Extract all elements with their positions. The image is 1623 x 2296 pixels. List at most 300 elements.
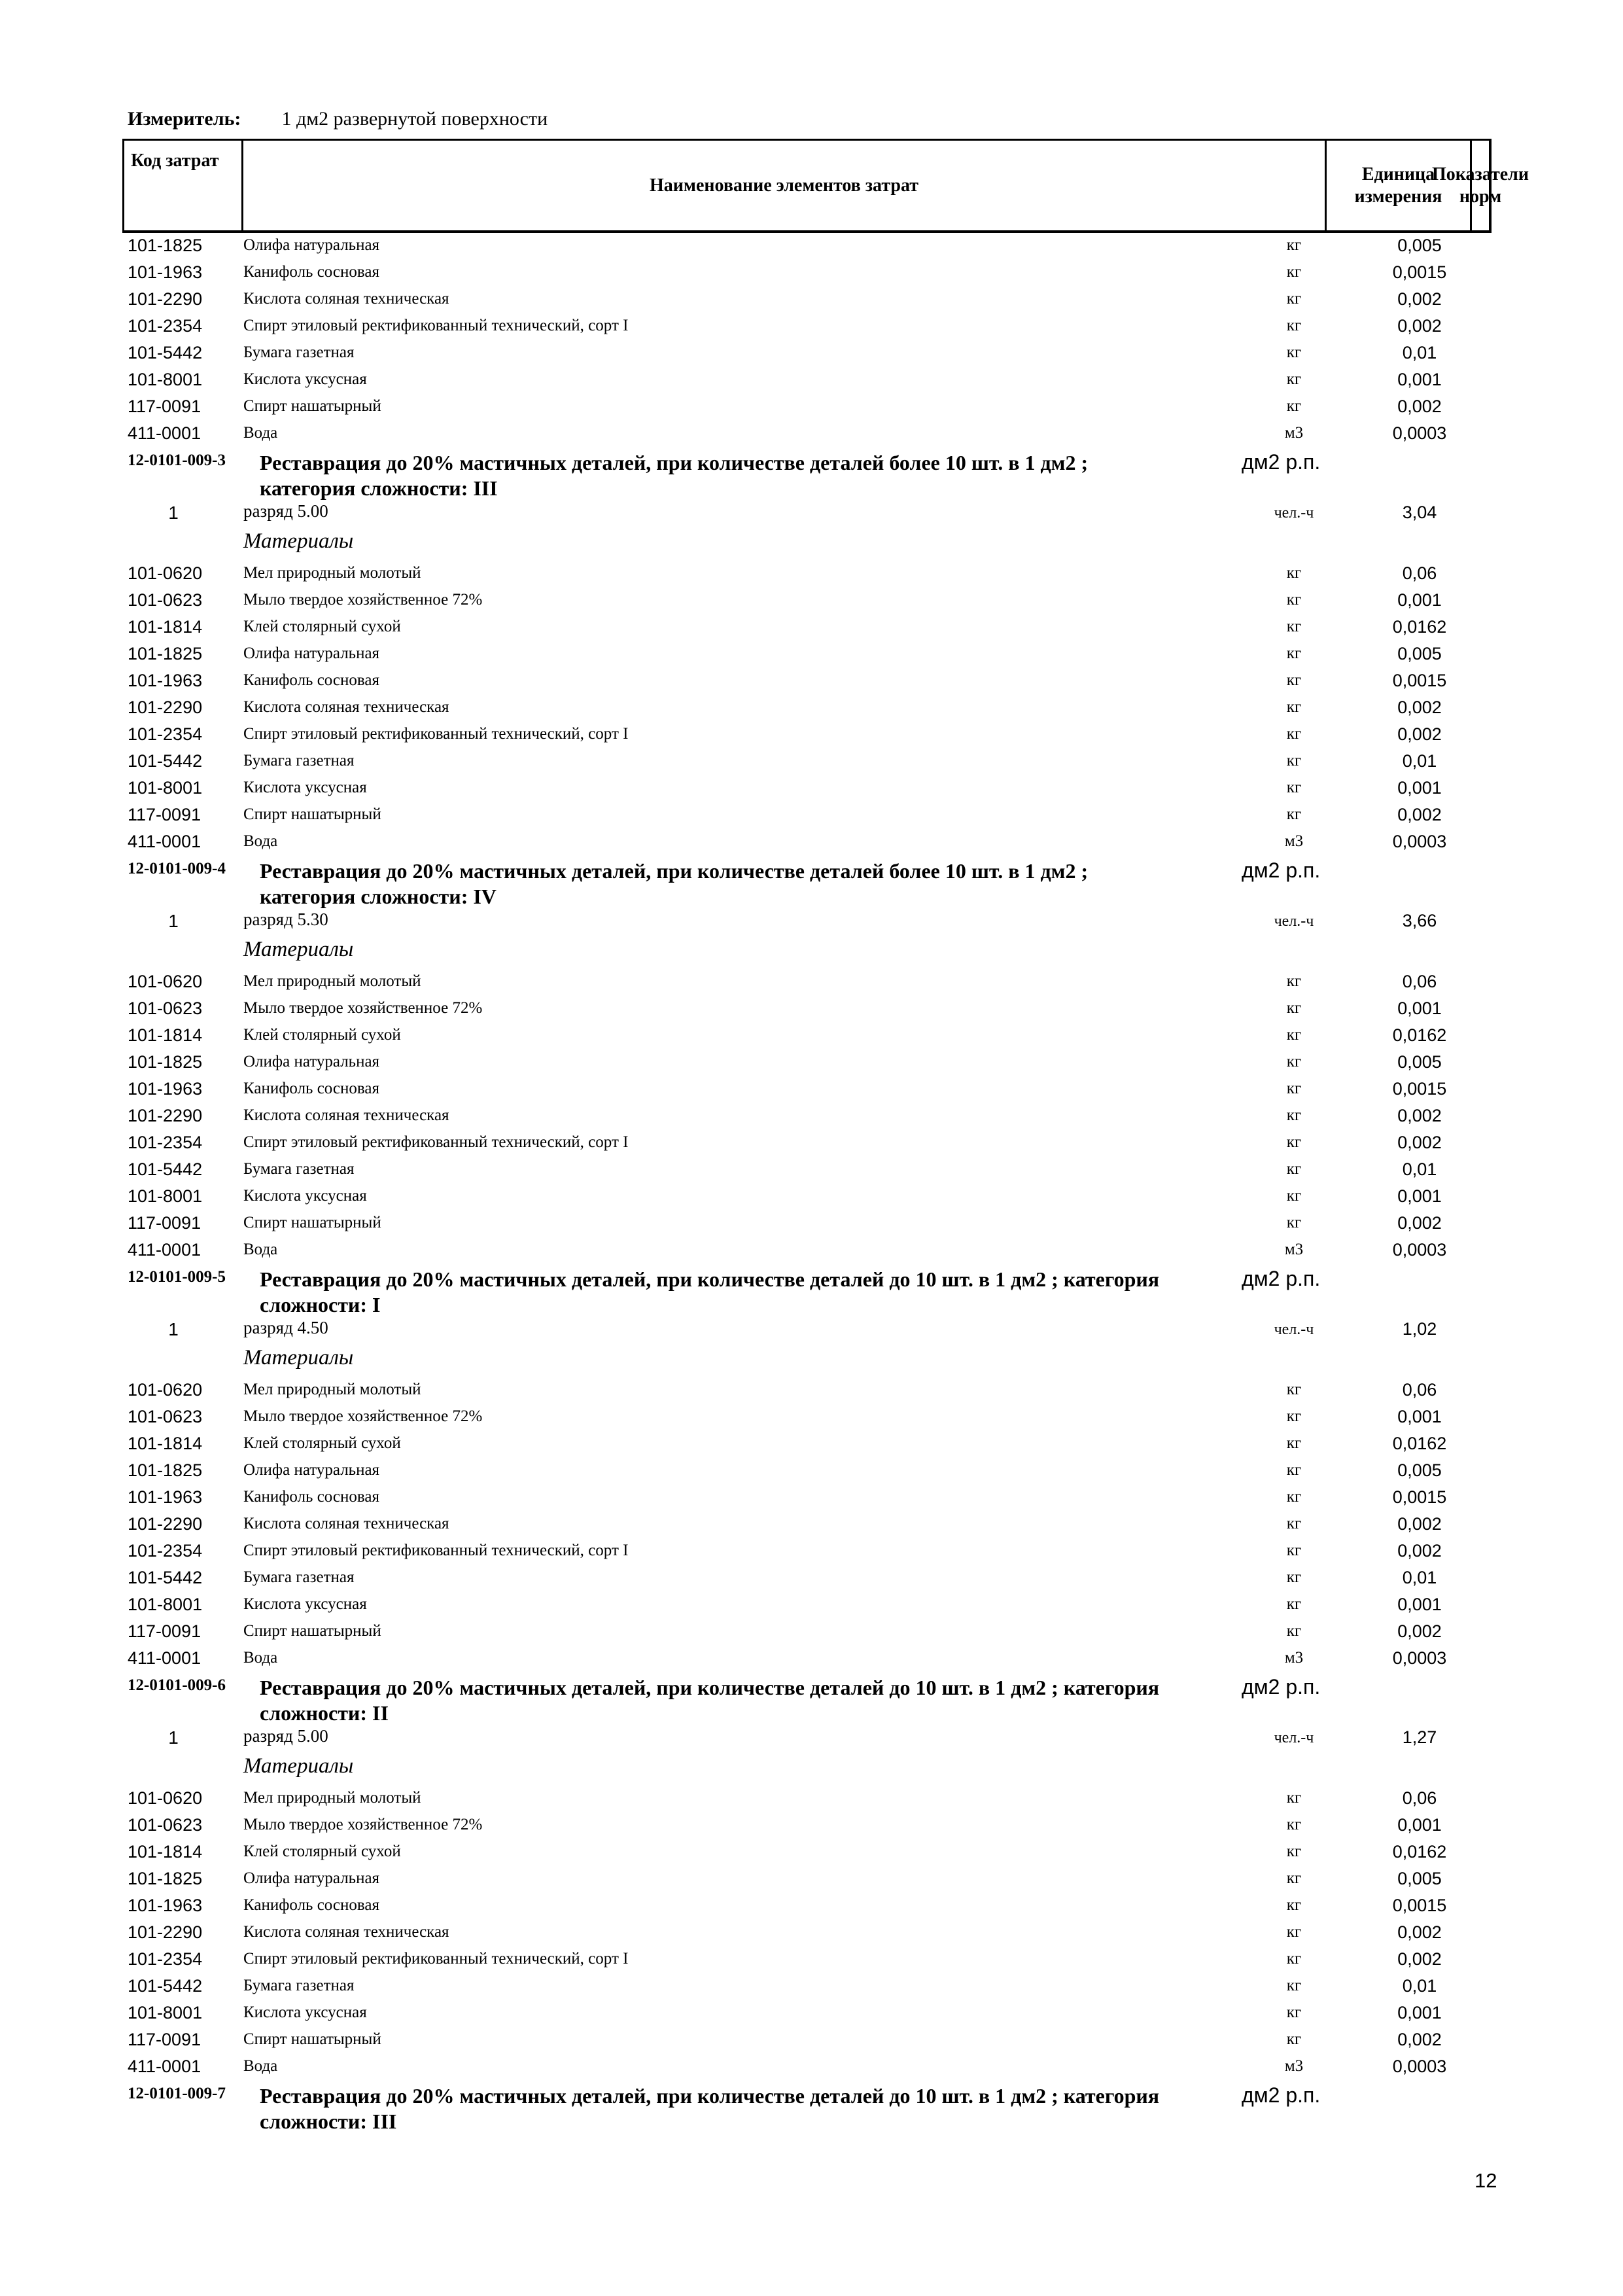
table-row: [0, 969, 1623, 996]
cost-code: 101-1963: [128, 1487, 203, 1507]
table-row: [0, 588, 1623, 614]
unit: кг: [1286, 1568, 1302, 1586]
element-name: Мыло твердое хозяйственное 72%: [243, 1816, 483, 1833]
labor-value: 3,04: [1402, 503, 1437, 522]
unit: кг: [1286, 1789, 1302, 1807]
cost-code: 117-0091: [128, 805, 201, 824]
table-row: [0, 722, 1623, 749]
table-row: [0, 1920, 1623, 1947]
labor-row: [0, 910, 1623, 936]
cost-code: 101-2290: [128, 1514, 203, 1534]
labor-code: 1: [168, 503, 179, 523]
element-name: Клей столярный сухой: [243, 1026, 401, 1044]
norm-value: 0,0162: [1392, 1434, 1447, 1453]
unit: кг: [1286, 999, 1302, 1017]
norm-value: 0,002: [1397, 1621, 1442, 1641]
section-unit: дм2 р.п.: [1242, 858, 1321, 882]
labor-row: [0, 1318, 1623, 1345]
cost-code: 101-1825: [128, 1869, 203, 1888]
cost-code: 101-2290: [128, 289, 203, 309]
unit: м3: [1284, 832, 1304, 850]
table-row: [0, 2000, 1623, 2027]
unit: кг: [1286, 317, 1302, 334]
cost-code: 101-2354: [128, 724, 203, 744]
unit: кг: [1286, 1461, 1302, 1479]
unit: кг: [1286, 779, 1302, 796]
labor-value: 3,66: [1402, 911, 1437, 930]
table-row: [0, 1619, 1623, 1646]
table-row: [0, 1404, 1623, 1431]
norm-value: 0,002: [1397, 724, 1442, 744]
cost-code: 101-1814: [128, 1434, 203, 1453]
cost-code: 101-1963: [128, 262, 203, 282]
cost-code: 101-2290: [128, 1106, 203, 1125]
labor-unit: чел.-ч: [1274, 1321, 1314, 1338]
element-name: Кислота соляная техническая: [243, 1515, 449, 1532]
materials-subheading-row: [0, 528, 1623, 561]
norm-value: 0,0162: [1392, 1025, 1447, 1045]
unit: кг: [1286, 1977, 1302, 1994]
norms-table-body: [0, 233, 1623, 2134]
cost-code: 101-1814: [128, 1025, 203, 1045]
table-row: [0, 2027, 1623, 2054]
unit: кг: [1286, 698, 1302, 716]
table-row: [0, 1786, 1623, 1812]
section-title: Реставрация до 20% мастичных деталей, при количестве деталей до 10 шт. в 1 дм2 ; категория сложности: III: [260, 2084, 1160, 2133]
table-row: [0, 2054, 1623, 2081]
table-row: [0, 1431, 1623, 1458]
norm-value: 0,06: [1402, 1380, 1437, 1400]
element-name: Вода: [243, 832, 278, 850]
norm-value: 0,0003: [1392, 832, 1447, 851]
table-row: [0, 1947, 1623, 1973]
cost-code: 101-5442: [128, 1976, 203, 1996]
section-code: 12-0101-009-5: [128, 1268, 226, 1286]
unit: м3: [1284, 1241, 1304, 1258]
cost-code: 101-1814: [128, 1842, 203, 1862]
element-name: Спирт нашатырный: [243, 2030, 381, 2048]
element-name: Клей столярный сухой: [243, 618, 401, 635]
norm-value: 0,01: [1402, 343, 1437, 362]
element-name: Спирт нашатырный: [243, 1214, 381, 1231]
element-name: Кислота соляная техническая: [243, 1923, 449, 1941]
norm-value: 0,002: [1397, 1514, 1442, 1534]
norm-value: 0,002: [1397, 289, 1442, 309]
norm-value: 0,001: [1397, 1407, 1442, 1426]
element-name: Клей столярный сухой: [243, 1843, 401, 1860]
norm-value: 0,002: [1397, 397, 1442, 416]
cost-code: 101-2290: [128, 698, 203, 717]
norm-value: 0,005: [1397, 1869, 1442, 1888]
cost-code: 101-1825: [128, 236, 203, 255]
unit: кг: [1286, 1133, 1302, 1151]
norm-value: 0,001: [1397, 590, 1442, 610]
cost-code: 101-2354: [128, 1133, 203, 1152]
unit: кг: [1286, 2030, 1302, 2048]
header-code: Код затрат: [124, 141, 243, 230]
unit: кг: [1286, 1381, 1302, 1398]
section-header-row: [0, 448, 1623, 501]
section-header-row: [0, 1672, 1623, 1726]
table-row: [0, 260, 1623, 287]
cost-code: 101-8001: [128, 1595, 203, 1614]
element-name: Клей столярный сухой: [243, 1434, 401, 1452]
header-norm: Показатели норм: [1431, 164, 1529, 207]
element-name: Олифа натуральная: [243, 1053, 380, 1070]
element-name: Вода: [243, 1241, 278, 1258]
norm-value: 0,002: [1397, 698, 1442, 717]
element-name: Кислота соляная техническая: [243, 698, 449, 716]
element-name: Вода: [243, 1649, 278, 1667]
table-row: [0, 1839, 1623, 1866]
table-row: [0, 394, 1623, 421]
cost-code: 117-0091: [128, 2030, 201, 2049]
element-name: Кислота соляная техническая: [243, 1106, 449, 1124]
table-row: [0, 1565, 1623, 1592]
unit: кг: [1286, 645, 1302, 662]
table-row: [0, 1866, 1623, 1893]
cost-code: 101-5442: [128, 751, 203, 771]
norm-value: 0,01: [1402, 1568, 1437, 1587]
norm-value: 0,001: [1397, 778, 1442, 798]
element-name: Бумага газетная: [243, 1160, 355, 1178]
unit: кг: [1286, 344, 1302, 361]
element-name: Олифа натуральная: [243, 236, 380, 254]
section-title: Реставрация до 20% мастичных деталей, при количестве деталей более 10 шт. в 1 дм2 ; категория сложности: IV: [260, 859, 1089, 908]
cost-code: 101-5442: [128, 343, 203, 362]
table-row: [0, 1023, 1623, 1050]
table-row: [0, 1210, 1623, 1237]
cost-code: 101-5442: [128, 1568, 203, 1587]
section-code: 12-0101-009-4: [128, 860, 226, 877]
cost-code: 101-1963: [128, 1079, 203, 1099]
table-row: [0, 1973, 1623, 2000]
element-name: Бумага газетная: [243, 344, 355, 361]
norm-value: 0,01: [1402, 751, 1437, 771]
norm-value: 0,001: [1397, 998, 1442, 1018]
cost-code: 101-0620: [128, 1788, 203, 1808]
element-name: Мел природный молотый: [243, 1789, 421, 1807]
cost-code: 101-1963: [128, 1896, 203, 1915]
unit: кг: [1286, 1214, 1302, 1231]
cost-code: 101-1814: [128, 617, 203, 637]
element-name: Олифа натуральная: [243, 1869, 380, 1887]
norm-value: 0,0162: [1392, 617, 1447, 637]
unit: кг: [1286, 263, 1302, 281]
norm-value: 0,001: [1397, 370, 1442, 389]
cost-code: 411-0001: [128, 423, 201, 443]
cost-code: 101-1963: [128, 671, 203, 690]
unit: кг: [1286, 591, 1302, 609]
cost-code: 101-8001: [128, 1186, 203, 1206]
norm-value: 0,001: [1397, 2003, 1442, 2022]
element-name: Спирт этиловый ректификованный технический, сорт I: [243, 1133, 629, 1151]
norm-value: 0,001: [1397, 1815, 1442, 1835]
materials-subheading: Материалы: [243, 1754, 354, 1778]
norm-value: 0,01: [1402, 1976, 1437, 1996]
labor-grade: разряд 4.50: [243, 1318, 328, 1337]
table-row: [0, 1076, 1623, 1103]
norm-value: 0,0015: [1392, 671, 1447, 690]
table-row: [0, 1103, 1623, 1130]
unit: кг: [1286, 1160, 1302, 1178]
unit: м3: [1284, 424, 1304, 442]
labor-code: 1: [168, 911, 179, 931]
section-title: Реставрация до 20% мастичных деталей, при количестве деталей до 10 шт. в 1 дм2 ; категория сложности: II: [260, 1676, 1160, 1725]
norm-value: 0,005: [1397, 1460, 1442, 1480]
unit: кг: [1286, 671, 1302, 689]
cost-code: 411-0001: [128, 832, 201, 851]
cost-code: 411-0001: [128, 2057, 201, 2076]
unit: кг: [1286, 1053, 1302, 1070]
unit: м3: [1284, 1649, 1304, 1667]
labor-unit: чел.-ч: [1274, 504, 1314, 521]
unit: кг: [1286, 752, 1302, 769]
table-row: [0, 1377, 1623, 1404]
norm-value: 0,0003: [1392, 1240, 1447, 1260]
unit: кг: [1286, 1950, 1302, 1968]
unit: кг: [1286, 618, 1302, 635]
cost-code: 117-0091: [128, 397, 201, 416]
table-row: [0, 1646, 1623, 1672]
element-name: Кислота уксусная: [243, 1187, 367, 1205]
materials-subheading: Материалы: [243, 1346, 354, 1369]
cost-code: 411-0001: [128, 1648, 201, 1668]
page-number: 12: [1475, 2169, 1497, 2192]
unit: кг: [1286, 1896, 1302, 1914]
cost-code: 117-0091: [128, 1621, 201, 1641]
norm-value: 0,002: [1397, 316, 1442, 336]
norm-value: 0,0015: [1392, 1079, 1447, 1099]
table-row: [0, 614, 1623, 641]
cost-code: 101-2354: [128, 1949, 203, 1969]
element-name: Мел природный молотый: [243, 1381, 421, 1398]
section-code: 12-0101-009-3: [128, 451, 226, 469]
cost-code: 101-0623: [128, 1815, 203, 1835]
unit: кг: [1286, 1843, 1302, 1860]
unit: кг: [1286, 1923, 1302, 1941]
norm-value: 0,002: [1397, 805, 1442, 824]
element-name: Бумага газетная: [243, 1568, 355, 1586]
table-row: [0, 1592, 1623, 1619]
table-row: [0, 287, 1623, 313]
norm-value: 0,005: [1397, 644, 1442, 663]
labor-unit: чел.-ч: [1274, 913, 1314, 930]
norm-value: 0,002: [1397, 1133, 1442, 1152]
labor-value: 1,02: [1402, 1319, 1437, 1339]
materials-subheading-row: [0, 936, 1623, 969]
unit: кг: [1286, 1515, 1302, 1532]
cost-code: 101-2354: [128, 316, 203, 336]
unit: кг: [1286, 1434, 1302, 1452]
table-row: [0, 641, 1623, 668]
unit: кг: [1286, 1080, 1302, 1097]
element-name: Мыло твердое хозяйственное 72%: [243, 591, 483, 609]
element-name: Мел природный молотый: [243, 972, 421, 990]
table-row: [0, 1237, 1623, 1264]
section-code: 12-0101-009-7: [128, 2085, 226, 2102]
cost-code: 101-8001: [128, 778, 203, 798]
table-row: [0, 1538, 1623, 1565]
norm-value: 0,005: [1397, 1052, 1442, 1072]
norm-value: 0,001: [1397, 1595, 1442, 1614]
unit: кг: [1286, 236, 1302, 254]
unit: кг: [1286, 1622, 1302, 1640]
materials-subheading: Материалы: [243, 529, 354, 553]
cost-code: 101-5442: [128, 1159, 203, 1179]
cost-code: 101-8001: [128, 370, 203, 389]
element-name: Кислота соляная техническая: [243, 290, 449, 308]
element-name: Бумага газетная: [243, 1977, 355, 1994]
section-header-row: [0, 856, 1623, 910]
unit: кг: [1286, 1542, 1302, 1559]
element-name: Спирт нашатырный: [243, 1622, 381, 1640]
element-name: Канифоль сосновая: [243, 263, 379, 281]
table-row: [0, 1458, 1623, 1485]
labor-value: 1,27: [1402, 1727, 1437, 1747]
cost-code: 101-0620: [128, 563, 203, 583]
unit: кг: [1286, 1816, 1302, 1833]
element-name: Вода: [243, 424, 278, 442]
labor-unit: чел.-ч: [1274, 1729, 1314, 1746]
norm-value: 0,01: [1402, 1159, 1437, 1179]
section-unit: дм2 р.п.: [1242, 2083, 1321, 2107]
unit: кг: [1286, 1595, 1302, 1613]
section-title: Реставрация до 20% мастичных деталей, при количестве деталей до 10 шт. в 1 дм2 ; категория сложности: I: [260, 1267, 1160, 1316]
cost-code: 411-0001: [128, 1240, 201, 1260]
unit: кг: [1286, 1026, 1302, 1044]
section-unit: дм2 р.п.: [1242, 1675, 1321, 1699]
unit: кг: [1286, 972, 1302, 990]
cost-code: 101-0623: [128, 1407, 203, 1426]
materials-subheading-row: [0, 1753, 1623, 1786]
cost-code: 117-0091: [128, 1213, 201, 1233]
cost-code: 101-0620: [128, 972, 203, 991]
unit: кг: [1286, 1869, 1302, 1887]
table-row: [0, 1893, 1623, 1920]
element-name: Спирт нашатырный: [243, 397, 381, 415]
element-name: Бумага газетная: [243, 752, 355, 769]
labor-code: 1: [168, 1319, 179, 1339]
norm-value: 0,002: [1397, 1949, 1442, 1969]
unit: кг: [1286, 2004, 1302, 2021]
unit: кг: [1286, 1407, 1302, 1425]
materials-subheading-row: [0, 1345, 1623, 1377]
unit: кг: [1286, 1488, 1302, 1506]
element-name: Вода: [243, 2057, 278, 2075]
norm-value: 0,06: [1402, 563, 1437, 583]
norm-value: 0,06: [1402, 972, 1437, 991]
labor-grade: разряд 5.00: [243, 501, 328, 521]
norm-value: 0,0015: [1392, 1487, 1447, 1507]
norm-value: 0,0162: [1392, 1842, 1447, 1862]
materials-subheading: Материалы: [243, 938, 354, 961]
element-name: Спирт этиловый ректификованный технический, сорт I: [243, 725, 629, 743]
table-row: [0, 1511, 1623, 1538]
labor-row: [0, 501, 1623, 528]
table-row: [0, 1485, 1623, 1511]
unit: м3: [1284, 2057, 1304, 2075]
element-name: Канифоль сосновая: [243, 671, 379, 689]
labor-row: [0, 1726, 1623, 1753]
table-row: [0, 749, 1623, 775]
element-name: Спирт этиловый ректификованный технический, сорт I: [243, 1950, 629, 1968]
unit: кг: [1286, 290, 1302, 308]
table-row: [0, 802, 1623, 829]
measurer-value: 1 дм2 развернутой поверхности: [281, 108, 548, 130]
element-name: Кислота уксусная: [243, 779, 367, 796]
section-header-row: [0, 1264, 1623, 1318]
cost-code: 101-0620: [128, 1380, 203, 1400]
header-unit: Единица измерения: [1327, 141, 1472, 230]
element-name: Кислота уксусная: [243, 1595, 367, 1613]
section-title: Реставрация до 20% мастичных деталей, при количестве деталей более 10 шт. в 1 дм2 ; категория сложности: III: [260, 451, 1089, 500]
element-name: Кислота уксусная: [243, 2004, 367, 2021]
element-name: Канифоль сосновая: [243, 1896, 379, 1914]
table-row: [0, 1812, 1623, 1839]
element-name: Кислота уксусная: [243, 370, 367, 388]
table-row: [0, 367, 1623, 394]
header-name: Наименование элементов затрат: [243, 141, 1327, 230]
table-header: [122, 139, 1529, 233]
labor-grade: разряд 5.00: [243, 1726, 328, 1746]
table-row: [0, 668, 1623, 695]
unit: кг: [1286, 370, 1302, 388]
cost-code: 101-1825: [128, 1052, 203, 1072]
unit: кг: [1286, 725, 1302, 743]
table-row: [0, 421, 1623, 448]
element-name: Канифоль сосновая: [243, 1488, 379, 1506]
element-name: Канифоль сосновая: [243, 1080, 379, 1097]
element-name: Спирт этиловый ректификованный технический, сорт I: [243, 1542, 629, 1559]
table-row: [0, 561, 1623, 588]
table-row: [0, 233, 1623, 260]
element-name: Олифа натуральная: [243, 645, 380, 662]
labor-grade: разряд 5.30: [243, 910, 328, 929]
cost-code: 101-0623: [128, 590, 203, 610]
cost-code: 101-0623: [128, 998, 203, 1018]
table-row: [0, 775, 1623, 802]
norm-value: 0,002: [1397, 1213, 1442, 1233]
norm-value: 0,002: [1397, 1106, 1442, 1125]
cost-code: 101-1825: [128, 1460, 203, 1480]
table-row: [0, 340, 1623, 367]
cost-code: 101-2354: [128, 1541, 203, 1561]
element-name: Мыло твердое хозяйственное 72%: [243, 999, 483, 1017]
section-code: 12-0101-009-6: [128, 1676, 226, 1694]
norm-value: 0,0015: [1392, 262, 1447, 282]
section-header-row: [0, 2081, 1623, 2134]
table-row: [0, 829, 1623, 856]
cost-code: 101-1825: [128, 644, 203, 663]
table-row: [0, 1157, 1623, 1184]
norm-value: 0,0003: [1392, 423, 1447, 443]
norm-value: 0,002: [1397, 1922, 1442, 1942]
unit: кг: [1286, 805, 1302, 823]
section-unit: дм2 р.п.: [1242, 450, 1321, 474]
norm-value: 0,06: [1402, 1788, 1437, 1808]
norm-value: 0,002: [1397, 1541, 1442, 1561]
unit: кг: [1286, 397, 1302, 415]
cost-code: 101-8001: [128, 2003, 203, 2022]
unit: кг: [1286, 1106, 1302, 1124]
table-row: [0, 1184, 1623, 1210]
norm-value: 0,002: [1397, 2030, 1442, 2049]
element-name: Спирт этиловый ректификованный технический, сорт I: [243, 317, 629, 334]
norm-value: 0,005: [1397, 236, 1442, 255]
table-row: [0, 695, 1623, 722]
labor-code: 1: [168, 1727, 179, 1748]
